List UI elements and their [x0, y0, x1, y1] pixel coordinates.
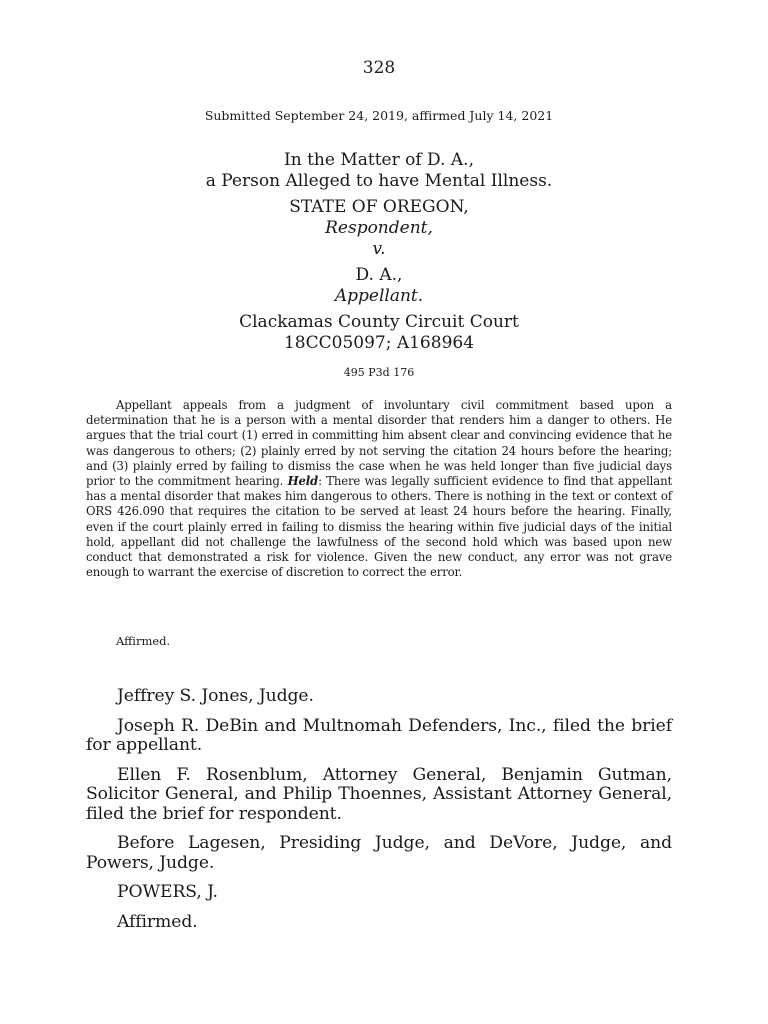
respondent-role: Respondent,	[325, 218, 433, 238]
appellant-counsel: Joseph R. DeBin and Multnomah Defenders, Inc., filed the brief for appellant.	[86, 715, 672, 755]
opinion-author: POWERS, J.	[117, 882, 218, 902]
case-summary	[86, 398, 672, 580]
opinion-front-matter	[86, 687, 672, 942]
summary-disposition: Affirmed.	[116, 634, 171, 648]
appellant-party: D. A.,	[355, 265, 403, 285]
submitted-line: Submitted September 24, 2019, affirmed July 14, 2021	[204, 108, 554, 123]
panel: Before Lagesen, Presiding Judge, and DeVore, Judge, and Powers, Judge.	[86, 833, 672, 873]
summary-text-after-held: : There was legally sufficient evidence to find that appellant has a mental disorder that makes him dangerous to others. There is nothing in the text or context of ORS 426.090 that requires the citation to be served at least 24 hours before the hearing. Finally, even if the court plainly erred in failing to dismiss the hearing within five judicial days of the initial hold, appellant did not challenge the lawfulness of the second hold which was based upon new conduct that demonstrated a risk for violence. Given the new conduct, any error was not grave enough to warrant the exercise of discretion to correct the error.	[86, 474, 673, 580]
trial-court: Clackamas County Circuit Court	[239, 312, 519, 332]
opinion-disposition: Affirmed.	[117, 911, 198, 932]
matter-line-2: a Person Alleged to have Mental Illness.	[205, 171, 553, 191]
trial-judge: Jeffrey S. Jones, Judge.	[117, 686, 314, 706]
reporter-citation: 495 P3d 176	[343, 366, 415, 379]
summary-paragraph	[86, 398, 672, 580]
appellant-role: Appellant.	[334, 286, 424, 306]
versus: v.	[372, 239, 386, 259]
respondent-counsel: Ellen F. Rosenblum, Attorney General, Benjamin Gutman, Solicitor General, and Philip Thoennes, Assistant Attorney General, filed the brief for respondent.	[86, 764, 672, 824]
matter-line-1: In the Matter of D. A.,	[284, 150, 474, 170]
held-label: Held	[287, 474, 319, 489]
case-numbers: 18CC05097; A168964	[283, 333, 475, 353]
state-party: STATE OF OREGON,	[289, 197, 469, 217]
page-number: 328	[362, 58, 396, 78]
summary-text-before-held: Appellant appeals from a judgment of involuntary civil commitment based upon a determination that he is a person with a mental disorder that renders him a danger to others. He argues that the trial court (1) erred in committing him absent clear and convincing evidence that he was dangerous to others; (2) plainly erred by not serving the citation 24 hours before the hearing; and (3) plainly erred by failing to dismiss the case when he was held longer than five judicial days prior to the commitment hearing.	[86, 398, 672, 489]
case-caption	[86, 150, 672, 354]
